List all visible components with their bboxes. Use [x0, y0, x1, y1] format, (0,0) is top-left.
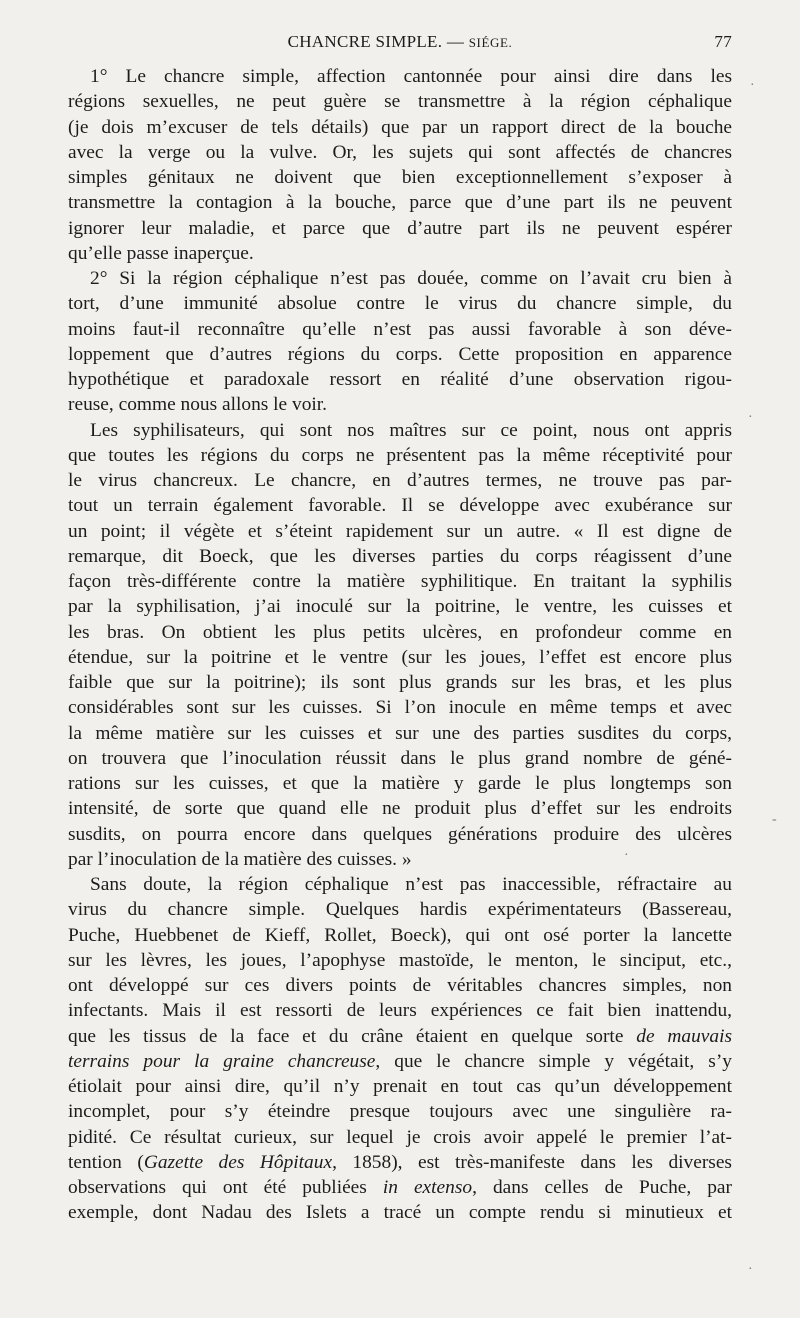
text-line: la même matière sur les cuisses et sur une des parties susdites du corps, [68, 722, 732, 744]
text-line: loppement que d’autres régions du corps. Cette proposition en apparence [68, 343, 732, 365]
running-header [68, 32, 732, 58]
text-line: 1° Le chancre simple, affection cantonnée pour ainsi dire dans les [90, 66, 732, 87]
text-line: ont développé sur ces divers points de véritables chancres simples, non [68, 975, 732, 996]
book-page [68, 32, 732, 1226]
margin-speck: · [748, 1262, 753, 1277]
text-line: Puche, Huebbenet de Kieff, Rollet, Boeck), qui ont osé porter la lancette [68, 924, 732, 946]
margin-speck: · [748, 410, 753, 425]
margin-speck: · [750, 78, 755, 93]
text-line: exemple, dont Nadau des Islets a tracé un compte rendu si minutieux et [68, 1202, 732, 1224]
text-line: le virus chancreux. Le chancre, en d’autres termes, ne trouve pas par- [68, 470, 732, 491]
page-number: 77 [714, 32, 732, 51]
text-line: on trouvera que l’inoculation réussit dans le plus grand nombre de géné- [68, 747, 732, 769]
text-line: Sans doute, la région céphalique n’est pas inaccessible, réfractaire au [90, 874, 732, 895]
text-line: faible que sur la poitrine); ils sont plus grands sur les bras, et les plus [68, 672, 732, 693]
text-line: façon très-différente contre la matière syphilitique. En traitant la syphilis [68, 571, 732, 592]
text-line: simples génitaux ne doivent que bien exceptionnellement s’exposer à [68, 167, 732, 188]
text-line: les bras. On obtient les plus petits ulcères, en profondeur comme en [68, 621, 732, 643]
text-line: ignorer leur maladie, et parce que d’autre part ils ne peuvent espérer [68, 217, 732, 239]
text-line: qu’elle passe inaperçue. [68, 242, 254, 264]
text-line: étendue, sur la poitrine et le ventre (sur les joues, l’effet est encore plus [68, 646, 732, 668]
text-line: incomplet, pour s’y éteindre presque toujours avec une singulière ra- [68, 1101, 732, 1123]
text-line: tout un terrain également favorable. Il se développe avec exubérance sur [68, 495, 732, 517]
text-line: par l’inoculation de la matière des cuisses. » [68, 848, 412, 870]
body-text [68, 64, 732, 1226]
margin-speck: · [624, 848, 629, 863]
text-line: pidité. Ce résultat curieux, sur lequel je crois avoir appelé le premier l’at- [68, 1126, 732, 1148]
text-line: infectants. Mais il est ressorti de leurs expériences ce fait bien inattendu, [68, 1000, 732, 1022]
text-line: Les syphilisateurs, qui sont nos maîtres sur ce point, nous ont appris [90, 419, 732, 441]
text-line: que les tissus de la face et du crâne étaient en quelque sorte de mauvais [68, 1025, 732, 1047]
text-line: 2° Si la région céphalique n’est pas douée, comme on l’avait cru bien à [90, 268, 732, 289]
text-line: régions sexuelles, ne peut guère se transmettre à la région céphalique [68, 91, 732, 113]
text-line: par la syphilisation, j’ai inoculé sur la poitrine, le ventre, les cuisses et [68, 596, 732, 618]
running-title [68, 32, 732, 52]
text-line: considérables sont sur les cuisses. Si l’on inocule en même temps et avec [68, 697, 732, 719]
text-line: tort, d’une immunité absolue contre le virus du chancre simple, du [68, 293, 732, 315]
text-line: observations qui ont été publiées in extenso, dans celles de Puche, par [68, 1177, 732, 1198]
text-line: étiolait pour ainsi dire, qu’il n’y prenait en tout cas qu’un développement [68, 1076, 732, 1097]
text-line: tention (Gazette des Hôpitaux, 1858), est très-manifeste dans les diverses [68, 1151, 732, 1173]
text-line: hypothétique et paradoxale ressort en réalité d’une observation rigou- [68, 369, 732, 390]
header-subtitle: SIÉGE. [468, 35, 513, 50]
text-line: sur les lèvres, les joues, l’apophyse mastoïde, le menton, le sinciput, etc., [68, 949, 732, 971]
text-line: susdits, on pourra encore dans quelques générations produire des ulcères [68, 823, 732, 845]
margin-speck: - [772, 812, 777, 827]
text-line: intensité, de sorte que quand elle ne produit plus d’effet sur les endroits [68, 798, 732, 820]
text-line: transmettre la contagion à la bouche, parce que d’une part ils ne peuvent [68, 192, 732, 214]
text-line: (je dois m’excuser de tels détails) que par un rapport direct de la bouche [68, 116, 732, 138]
text-line: reuse, comme nous allons le voir. [68, 394, 328, 416]
text-line: terrains pour la graine chancreuse, que le chancre simple y végétait, s’y [68, 1050, 732, 1072]
text-line: que toutes les régions du corps ne présentent pas la même réceptivité pour [68, 444, 732, 466]
header-title: CHANCRE SIMPLE. — [287, 32, 465, 51]
text-line: moins faut-il reconnaître qu’elle n’est pas aussi favorable à son déve- [68, 318, 732, 340]
text-line: avec la verge ou la vulve. Or, les sujets qui sont affectés de chancres [68, 141, 732, 163]
text-line: un point; il végète et s’éteint rapidement sur un autre. « Il est digne de [68, 520, 732, 542]
text-line: rations sur les cuisses, et que la matière y garde le plus longtemps son [68, 773, 732, 794]
text-line: remarque, dit Boeck, que les diverses parties du corps réagissent d’une [68, 545, 732, 567]
text-line: virus du chancre simple. Quelques hardis expérimentateurs (Bassereau, [68, 899, 732, 921]
